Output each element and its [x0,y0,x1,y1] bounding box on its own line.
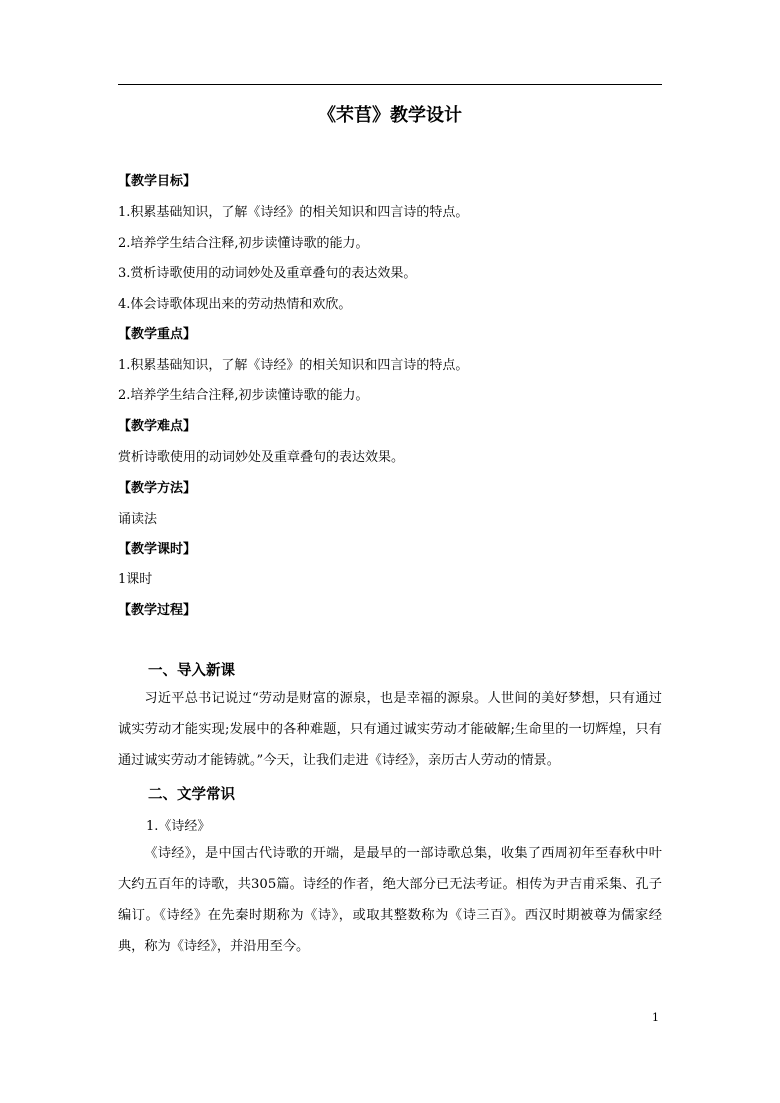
methods-text: 诵读法 [118,512,158,527]
goal-item-4: 4.体会诗歌体现出来的劳动热情和欢欣。 [118,297,352,312]
part2-heading: 二、文学常识 [148,787,235,803]
part1-paragraph: 习近平总书记说过“劳动是财富的源泉，也是幸福的源泉。人世间的美好梦想，只有通过诚实劳动才能实现;发展中的各种难题，只有通过诚实劳动才能破解;生命里的一切辉煌，只有通过诚实劳动才能铸就。”今天，让我们走进《诗经》，亲历古人劳动的情景。 [118,691,662,768]
header-rule [118,84,662,85]
difficulties-text: 赏析诗歌使用的动词妙处及重章叠句的表达效果。 [118,450,405,465]
goal-item-2: 2.培养学生结合注释,初步读懂诗歌的能力。 [118,236,369,251]
part2-sub-heading: 1.《诗经》 [146,819,211,834]
key-points-heading: 【教学重点】 [118,327,197,342]
part1-heading: 一、导入新课 [148,663,235,679]
methods-heading: 【教学方法】 [118,481,197,496]
hours-heading: 【教学课时】 [118,542,197,557]
process-heading: 【教学过程】 [118,603,197,618]
key-point-item-2: 2.培养学生结合注释,初步读懂诗歌的能力。 [118,388,369,403]
goal-item-3: 3.赏析诗歌使用的动词妙处及重章叠句的表达效果。 [118,266,417,281]
goal-item-1: 1.积累基础知识，了解《诗经》的相关知识和四言诗的特点。 [118,205,469,220]
goals-heading: 【教学目标】 [118,174,197,189]
document-title: 《芣苢》教学设计 [318,105,462,126]
hours-text: 1课时 [118,572,153,587]
page-number: 1 [652,1011,659,1024]
part2-paragraph: 《诗经》，是中国古代诗歌的开端，是最早的一部诗歌总集，收集了西周初年至春秋中叶大约五百年的诗歌，共305篇。诗经的作者，绝大部分已无法考证。相传为尹吉甫采集、孔子编订。《诗经》在先秦时期称为《诗》，或取其整数称为《诗三百》。西汉时期被尊为儒家经典，称为《诗经》，并沿用至今。 [118,846,662,954]
difficulties-heading: 【教学难点】 [118,419,197,434]
key-point-item-1: 1.积累基础知识，了解《诗经》的相关知识和四言诗的特点。 [118,358,469,373]
